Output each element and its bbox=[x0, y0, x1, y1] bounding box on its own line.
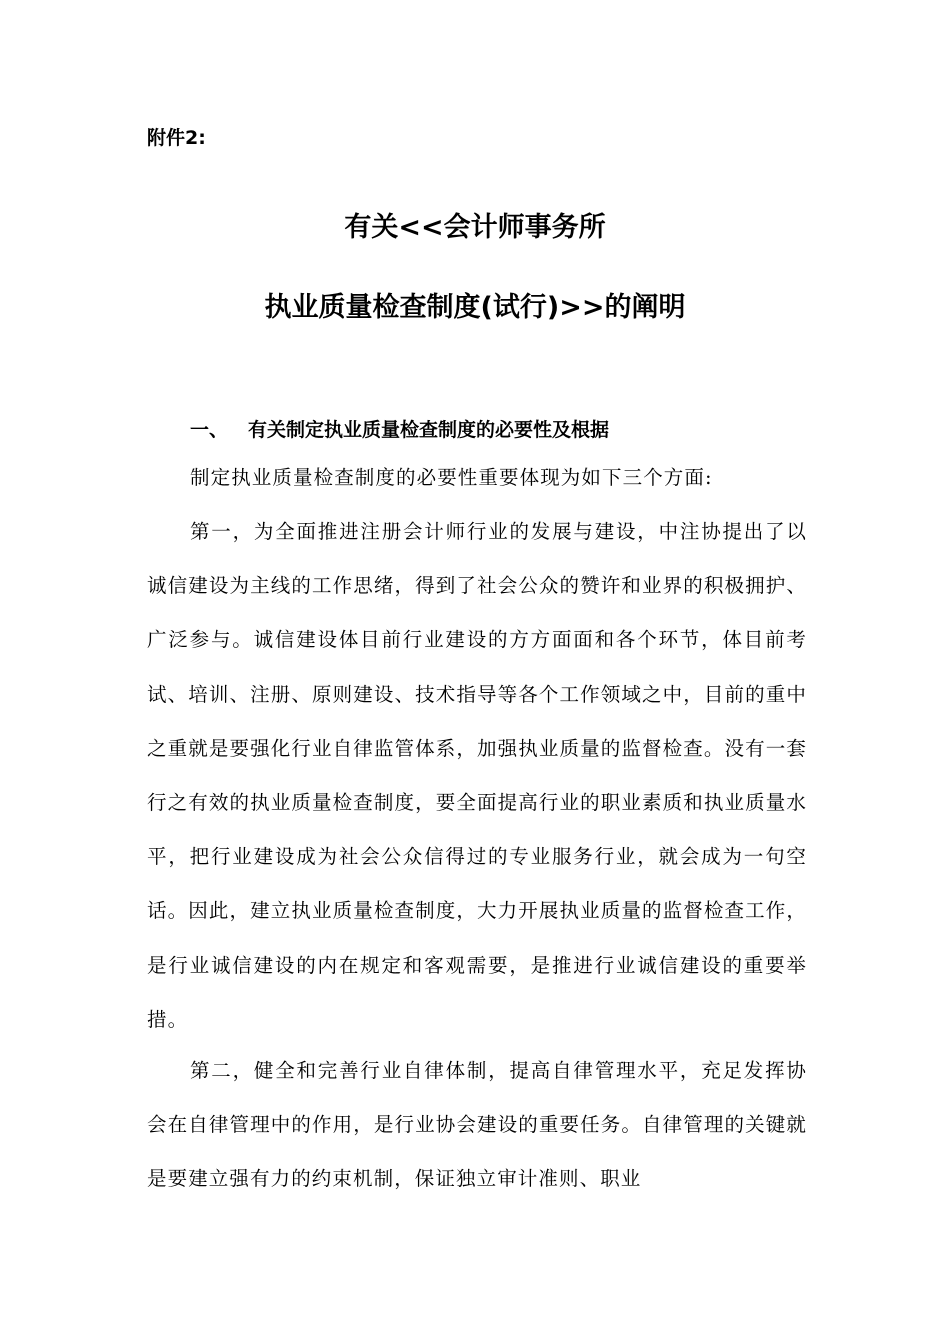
first-point-paragraph: 第一，为全面推进注册会计师行业的发展与建设，中注协提出了以诚信建设为主线的工作思绪，得到了社会公众的赞许和业界的积极拥护、广泛参与。诚信建设体目前行业建设的方方面面和各个环节，体目前考试、培训、注册、原则建设、技术指导等各个工作领域之中，目前的重中之重就是要强化行业自律监管体系，加强执业质量的监督检查。没有一套行之有效的执业质量检查制度，要全面提高行业的职业素质和执业质量水平，把行业建设成为社会公众信得过的专业服务行业，就会成为一句空话。因此，建立执业质量检查制度，大力开展执业质量的监督检查工作，是行业诚信建设的内在规定和客观需要，是推进行业诚信建设的重要举措。 bbox=[147, 520, 807, 1031]
intro-paragraph: 制定执业质量检查制度的必要性重要体现为如下三个方面: bbox=[190, 466, 713, 489]
section-number: 一、 bbox=[190, 419, 229, 441]
section-heading-text: 有关制定执业质量检查制度的必要性及根据 bbox=[248, 419, 610, 441]
attachment-label: 附件2: bbox=[147, 127, 206, 149]
second-point-block bbox=[147, 1044, 807, 1207]
second-point-paragraph: 第二，健全和完善行业自律体制，提高自律管理水平，充足发挥协会在自律管理中的作用，是行业协会建设的重要任务。自律管理的关键就是要建立强有力的约束机制，保证独立审计准则、职业 bbox=[147, 1059, 807, 1191]
section-heading bbox=[190, 415, 609, 445]
first-point-block bbox=[147, 505, 807, 1047]
intro-paragraph-block bbox=[147, 451, 807, 505]
document-title-line-1: 有关<<会计师事务所 bbox=[344, 212, 606, 243]
document-title-line-2: 执业质量检查制度(试行)>>的阐明 bbox=[264, 292, 686, 323]
